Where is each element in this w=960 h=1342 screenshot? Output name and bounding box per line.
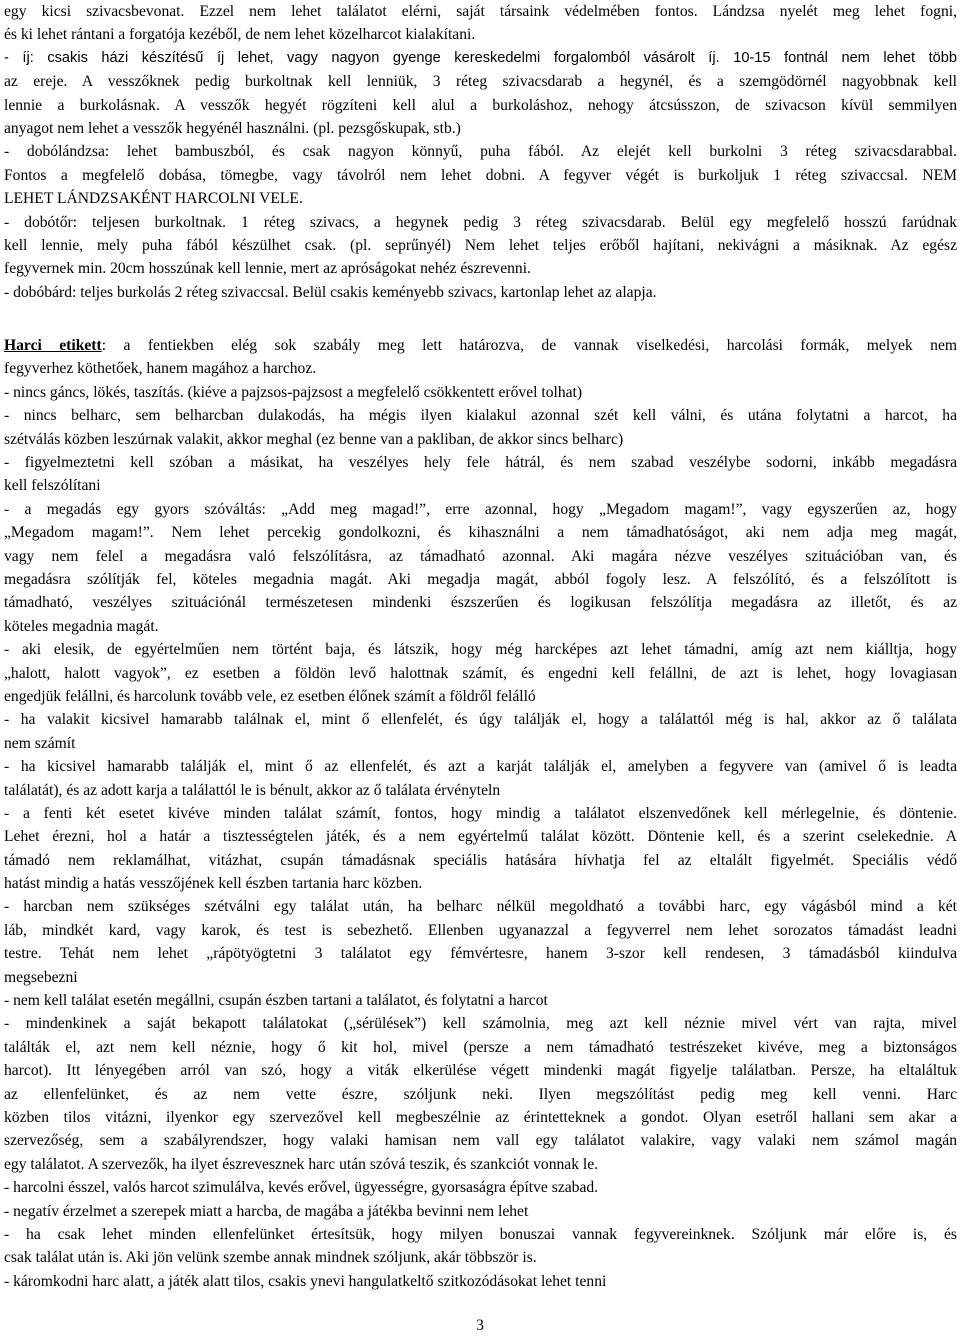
text-line: kell lennie, mely puha fából készülhet csak. (pl. seprűnyél) Nem lehet teljes erőből hajítani, nekivágni a másiknak. Az egész — [4, 236, 957, 254]
text-line: Lehet érezni, hol a határ a tisztességtelen játék, és a nem egyértelmű találat között. Döntenie kell, és a szerint cselekednie. A — [4, 828, 957, 846]
text-line: megadásra szólítják fel, köteles megadnia magát. Aki megadja magát, abból fogoly lesz. A felszólító, és a felszólított is — [4, 570, 957, 588]
text-line: támadható, veszélyes szituációnál természetesen mindenki észszerűen és logikusan felszólítja megadásra az illetőt, és az — [4, 594, 957, 612]
text-line: egy találatot. A szervezők, ha ilyet észrevesznek harc után szóvá teszik, és szankciót vonnak le. — [4, 1155, 599, 1173]
text-line: lennie a burkolásnak. A vesszők hegyét rögzíteni kell alul a burkoláshoz, nehogy átcsússzon, de szivacson kívül semmilyen — [4, 96, 957, 114]
text-line: - a megadás egy gyors szóváltás: „Add meg magad!”, erre azonnal, hogy „Megadom magam!”, vagy egyszerűen az, hogy — [4, 500, 957, 518]
text-line: - mindenkinek a saját bekapott találatokat („sérülések”) kell számolnia, meg azt kell néznie mivel vért van rajta, mivel — [4, 1015, 957, 1033]
text-line: és ki lehet rántani a forgatója kezéből, de nem lehet közelharcot kialakítani. — [4, 26, 476, 44]
text-line: Fontos a megfelelő dobása, tömegbe, vagy távolról nem lehet dobni. A fegyver végét is burkoljuk 1 réteg szivaccsal. NEM — [4, 166, 957, 184]
text-line: - ha kicsivel hamarabb találják el, mint ő az ellenfelét, és azt a karját találják el, amelyben a fegyvere van (amivel ő is leadta — [4, 758, 957, 776]
text-line: az ereje. A vesszőknek pedig burkoltnak kell lenniük, 3 réteg szivacsdarab a hegynél, és a szemgödörnél nagyobbnak kell — [4, 73, 957, 91]
text-line: szétválás közben leszúrnak valakit, akkor meghal (ez benne van a pakliban, de akkor sincs belharc) — [4, 430, 624, 448]
text-line: köteles megadnia magát. — [4, 617, 159, 635]
text-line: anyagot nem lehet a vesszők hegyénél használni. (pl. pezsgőskupak, stb.) — [4, 119, 461, 137]
text-line: - káromkodni harc alatt, a játék alatt tilos, csakis ynevi hangulatkeltő szitkozódásokat lehet tenni — [4, 1272, 607, 1290]
text-line: - harcban nem szükséges szétválni egy találat után, ha belharc nélkül megoldható a további harc, egy vágásból mind a két — [4, 898, 957, 916]
text-line: az ellenfelünket, és az nem vette észre, szóljunk neki. Ilyen megszólítást pedig meg kell venni. Harc — [4, 1085, 957, 1103]
text-line: - dobólándzsa: lehet bambuszból, és csak nagyon könnyű, puha fából. Az elejét kell burkolni 3 réteg szivacsdarabbal. — [4, 143, 957, 161]
text-line: csak találat után is. Aki jön velünk szembe annak mindnek szóljunk, akár többször is. — [4, 1249, 537, 1267]
text-line: harcot). Itt lényegében arról van szó, hogy a viták elkerülése végett mindenki magát figyelje találatban. Persze, ha eltaláltuk — [4, 1062, 957, 1080]
text-line: - nem kell találat esetén megállni, csupán észben tartani a találatot, és folytatni a harcot — [4, 992, 548, 1010]
text-line: megsebezni — [4, 968, 78, 986]
text-line: találták el, azt nem kell néznie, hogy ő kit hol, mivel (persze a nem támadható testrészeket kivéve, meg a biztonságos — [4, 1038, 957, 1056]
text-line: - nincs gáncs, lökés, taszítás. (kiéve a pajzsos-pajzsost a megfelelő csökkentett erővel tolhat) — [4, 383, 583, 401]
text-line: láb, mindkét kard, vagy karok, és test is sebezhető. Ellenben ugyanazzal a fegyverrel nem lehet sorozatos támadást leadni — [4, 921, 957, 939]
text-line: - figyelmeztetni kell szóban a másikat, ha veszélyes hely fele hátrál, és nem szabad veszélybe sodorni, inkább megadásra — [4, 454, 957, 472]
text-line: közben tilos vitázni, ilyenkor egy szervezővel kell megbeszélnie az érintetteknek a gondot. Olyan esetről hallani sem akar a — [4, 1108, 957, 1126]
text-line: - íj: csakis házi készítésű íj lehet, vagy nagyon gyenge kereskedelmi forgalomból vásárolt íj. 10-15 fontnál nem lehet több — [4, 49, 957, 66]
text-line: - a fenti két esetet kivéve minden találat számít, fontos, hogy mindig a találatot elszenvedőnek kell mérlegelnie, és döntenie. — [4, 804, 957, 822]
weapon-rules-block — [4, 0, 957, 304]
text-line: testre. Tehát nem lehet „rápötyögtetni 3 találatot egy fémvértesre, hanem 3-szor kell rendesen, 3 támadásból kiindulva — [4, 945, 957, 963]
text-line: „halott, halott vagyok”, ez esetben a földön levő halottnak számít, és engedni kell felállni, de azt is lehet, hogy lovagiasan — [4, 664, 957, 682]
section-intro-text: : a fentiekben elég sok szabály meg lett határozva, de vannak viselkedési, harcolási formák, melyek nem — [101, 337, 957, 355]
text-line: nem számít — [4, 734, 76, 752]
paragraph-gap — [4, 304, 957, 334]
combat-etiquette-block — [4, 357, 957, 1293]
text-line: - dobóbárd: teljes burkolás 2 réteg szivaccsal. Belül csakis keményebb szivacs, kartonlap lehet az alapja. — [4, 283, 657, 301]
page-number: 3 — [476, 1317, 484, 1334]
text-line: vagy nem felel a megadásra való felszólításra, az támadható azonnal. Aki magára nézve veszélyes szituációban van, és — [4, 547, 957, 565]
text-line: „Megadom magam!”. Nem lehet percekig gondolkozni, és kihasználni a nem támadhatóságot, aki nem adja meg magát, — [4, 524, 957, 542]
text-line: - dobótőr: teljesen burkoltnak. 1 réteg szivacs, a hegynek pedig 3 réteg szivacsdarab. Belül egy megfelelő hosszú farúdnak — [4, 213, 957, 231]
text-line: - aki elesik, de egyértelműen nem történt baja, és látszik, hogy még harcképes azt lehet támadni, amíg azt nem kiálltja, hogy — [4, 641, 957, 659]
text-line: fegyvernek min. 20cm hosszúnak kell lennie, mert az apróságokat nehéz észrevenni. — [4, 260, 531, 278]
section-heading: Harci etikett — [4, 337, 102, 355]
text-line: - negatív érzelmet a szerepek miatt a harcba, de magába a játékba bevinni nem lehet — [4, 1202, 529, 1220]
text-line: - ha valakit kicsivel hamarabb találnak el, mint ő ellenfelét, és úgy találják el, hogy a találattól még is hal, akkor az ő találata — [4, 711, 957, 729]
text-line: - nincs belharc, sem belharcban dulakodás, ha mégis ilyen kialakul azonnal szét kell válni, és utána folytatni a harcot, ha — [4, 407, 957, 425]
text-line: egy kicsi szivacsbevonat. Ezzel nem lehet találatot elérni, saját társaink védelmében fontos. Lándzsa nyelét meg lehet fogni, — [4, 3, 957, 20]
text-line: LEHET LÁNDZSAKÉNT HARCOLNI VELE. — [4, 190, 303, 208]
text-line: kell felszólítani — [4, 477, 101, 495]
document-page — [4, 0, 957, 1293]
text-line: támadó nem reklamálhat, vitázhat, csupán támadásnak speciális hatására hívhatja fel az eltalált figyelmét. Speciális védő — [4, 851, 957, 869]
text-line: fegyverhez köthetőek, hanem magához a harchoz. — [4, 360, 317, 378]
text-line: - harcolni ésszel, valós harcot szimulálva, kevés erővel, ügyességre, gyorsaságra építve szabad. — [4, 1179, 599, 1197]
text-line: hatást mindig a hatás vesszőjének kell észben tartania harc közben. — [4, 875, 423, 893]
text-line: szervezőség, sem a szabályrendszer, hogy valaki hamisan nem vall egy találatot valakire, vagy valaki nem számol magán — [4, 1132, 957, 1150]
section-intro-line — [4, 334, 957, 357]
text-line: engedjük felállni, és harcolunk tovább vele, ez esetben élőnek számít a földről felálló — [4, 687, 536, 705]
text-line: találatát), és az adott karja a találattól le is bénult, akkor az ő találata érvényteln — [4, 781, 501, 799]
text-line: - ha csak lehet minden ellenfelünket értesítsük, hogy milyen bonuszai vannak fegyvereinknek. Szóljunk már előre is, és — [4, 1225, 957, 1243]
